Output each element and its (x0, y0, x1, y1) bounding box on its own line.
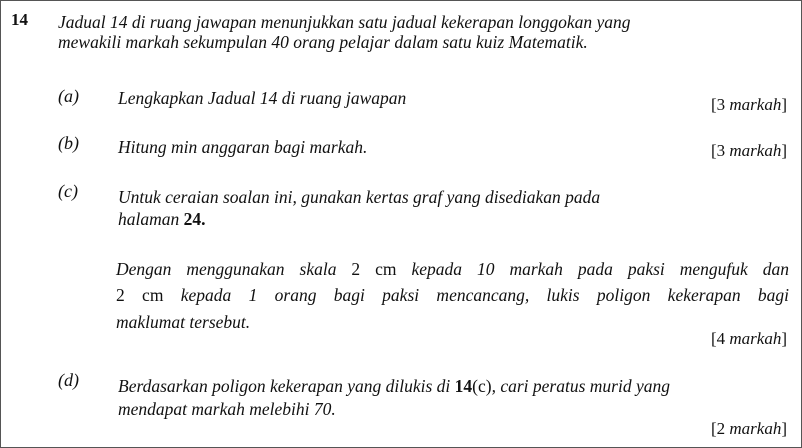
part-c-line-2-end: . (201, 209, 206, 229)
part-d-marks-pre: [2 (710, 419, 730, 438)
part-a-marks-pre: [3 (710, 95, 730, 114)
part-d-line-2: mendapat markah melebihi 70. (118, 399, 336, 419)
part-b-text: Hitung min anggaran bagi markah. (118, 137, 368, 157)
intro-line-2: mewakili markah sekumpulan 40 orang pelajar dalam satu kuiz Matematik. (58, 32, 588, 52)
part-c-marks-pre: [4 (710, 329, 730, 348)
part-c-para-1a: Dengan menggunakan skala (116, 259, 352, 279)
part-c-marks (711, 329, 787, 349)
part-a-marks (711, 95, 787, 115)
part-d-ref-number: 14 (454, 376, 473, 396)
part-c-para-1c: kepada 10 markah pada paksi mengufuk dan (396, 259, 789, 279)
part-a-label: (a) (58, 86, 79, 106)
part-c-marks-post: ] (781, 329, 787, 348)
part-c-para-2a: 2 cm (116, 285, 164, 305)
part-d-line-1d: , cari peratus murid yang (491, 376, 670, 396)
part-d-label: (d) (58, 370, 79, 390)
part-d-line-1 (118, 376, 670, 396)
part-c-marks-word: markah (729, 329, 782, 348)
part-c-label: (c) (58, 181, 78, 201)
part-a-marks-post: ] (781, 95, 787, 114)
intro-line-1: Jadual 14 di ruang jawapan menunjukkan satu jadual kekerapan longgokan yang (58, 12, 631, 32)
part-c-page-number: 24 (183, 209, 202, 229)
part-a-marks-word: markah (729, 95, 782, 114)
part-c-line-2-text: halaman (118, 209, 184, 229)
part-c-para-2b: kepada 1 orang bagi paksi mencancang, lukis poligon kekerapan bagi (163, 285, 789, 305)
part-d-marks-word: markah (729, 419, 782, 438)
part-c-para-1b: 2 cm (351, 259, 397, 279)
part-c-para-line-2 (116, 284, 789, 306)
part-c-para-line-1 (116, 258, 789, 280)
part-d-marks-post: ] (781, 419, 787, 438)
part-c-line-1: Untuk ceraian soalan ini, gunakan kertas graf yang disediakan pada (118, 187, 601, 207)
part-b-marks-word: markah (729, 141, 782, 160)
part-d-ref-part: (c) (472, 376, 492, 396)
part-c-line-2 (118, 209, 206, 229)
part-d-marks (711, 419, 787, 439)
question-number: 14 (11, 10, 28, 29)
part-b-marks (711, 141, 787, 161)
part-b-marks-post: ] (781, 141, 787, 160)
part-d-line-1a: Berdasarkan poligon kekerapan yang dilukis di (118, 376, 455, 396)
part-b-label: (b) (58, 133, 79, 153)
part-b-marks-pre: [3 (710, 141, 730, 160)
part-a-text: Lengkapkan Jadual 14 di ruang jawapan (118, 88, 407, 108)
part-c-para-line-3: maklumat tersebut. (116, 312, 251, 332)
